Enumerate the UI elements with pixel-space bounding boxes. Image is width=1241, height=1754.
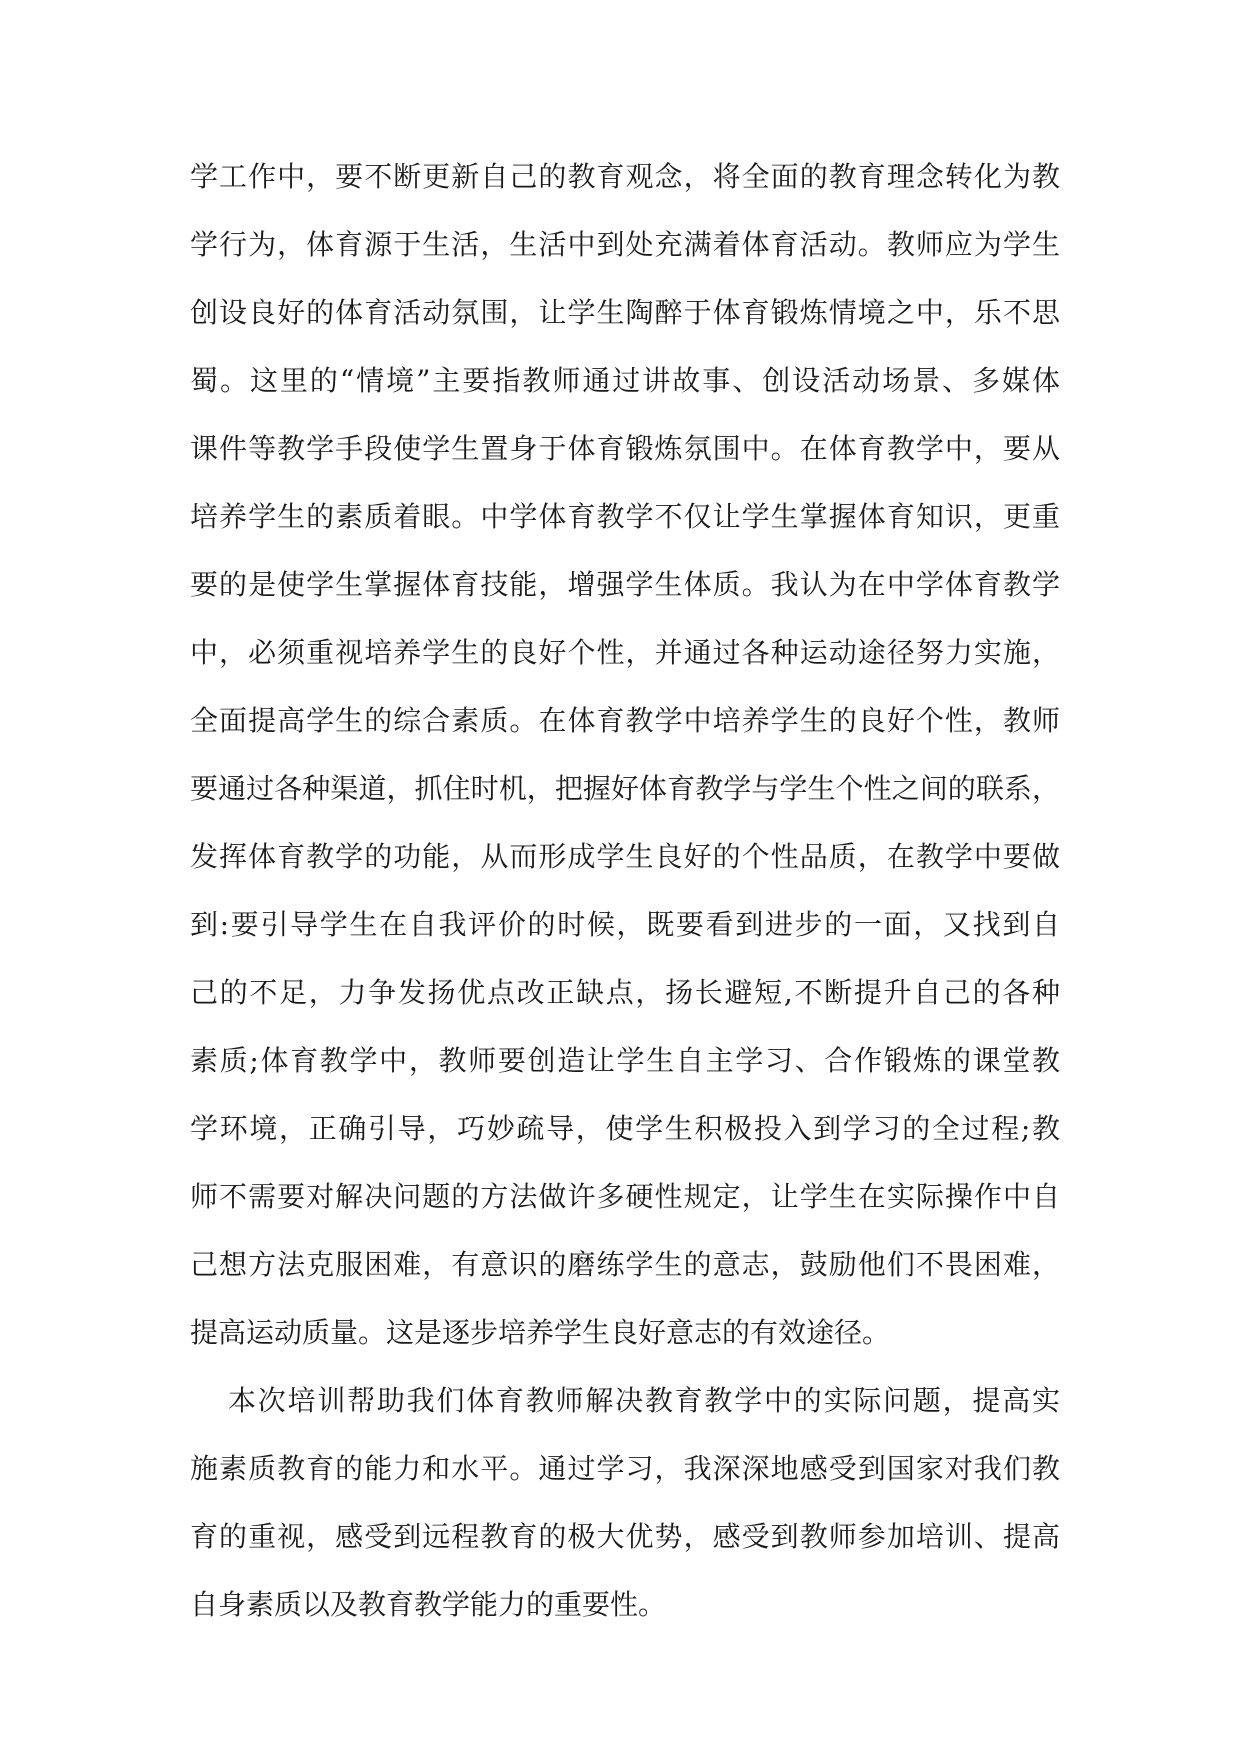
paragraph-2 (190, 1376, 1060, 1630)
paragraph-line: 学行为，体育源于生活，生活中到处充满着体育活动。教师应为学生 (190, 228, 1060, 261)
paragraph-line: 己的不足，力争发扬优点改正缺点，扬长避短,不断提升自己的各种 (190, 976, 1060, 1009)
paragraph-line: 全面提高学生的综合素质。在体育教学中培养学生的良好个性，教师 (190, 704, 1060, 737)
paragraph-line: 施素质教育的能力和水平。通过学习，我深深地感受到国家对我们教 (190, 1452, 1060, 1485)
paragraph-line: 自身素质以及教育教学能力的重要性。 (190, 1588, 667, 1621)
document-body (190, 152, 1060, 1648)
paragraph-line: 要通过各种渠道，抓住时机，把握好体育教学与学生个性之间的联系， (190, 772, 1060, 805)
paragraph-line: 提高运动质量。这是逐步培养学生良好意志的有效途径。 (190, 1316, 891, 1349)
paragraph-line: 学环境，正确引导，巧妙疏导，使学生积极投入到学习的全过程;教 (190, 1112, 1060, 1145)
paragraph-line: 要的是使学生掌握体育技能，增强学生体质。我认为在中学体育教学 (190, 568, 1060, 601)
paragraph-line: 中，必须重视培养学生的良好个性，并通过各种运动途径努力实施， (190, 636, 1060, 669)
paragraph-line: 蜀。这里的“情境”主要指教师通过讲故事、创设活动场景、多媒体 (190, 364, 1060, 397)
paragraph-line: 创设良好的体育活动氛围，让学生陶醉于体育锻炼情境之中，乐不思 (190, 296, 1060, 329)
paragraph-line: 到:要引导学生在自我评价的时候，既要看到进步的一面，又找到自 (190, 908, 1060, 941)
paragraph-line: 培养学生的素质着眼。中学体育教学不仅让学生掌握体育知识，更重 (190, 500, 1060, 533)
paragraph-line: 课件等教学手段使学生置身于体育锻炼氛围中。在体育教学中，要从 (190, 432, 1060, 465)
paragraph-line: 己想方法克服困难，有意识的磨练学生的意志，鼓励他们不畏困难， (190, 1248, 1060, 1281)
paragraph-1 (190, 152, 1060, 1358)
paragraph-line: 育的重视，感受到远程教育的极大优势，感受到教师参加培训、提高 (190, 1520, 1060, 1553)
paragraph-line: 素质;体育教学中，教师要创造让学生自主学习、合作锻炼的课堂教 (190, 1044, 1060, 1077)
paragraph-line: 本次培训帮助我们体育教师解决教育教学中的实际问题，提高实 (228, 1384, 1060, 1417)
paragraph-line: 发挥体育教学的功能，从而形成学生良好的个性品质，在教学中要做 (190, 840, 1060, 873)
paragraph-line: 师不需要对解决问题的方法做许多硬性规定，让学生在实际操作中自 (190, 1180, 1060, 1213)
paragraph-line: 学工作中，要不断更新自己的教育观念，将全面的教育理念转化为教 (190, 160, 1060, 193)
